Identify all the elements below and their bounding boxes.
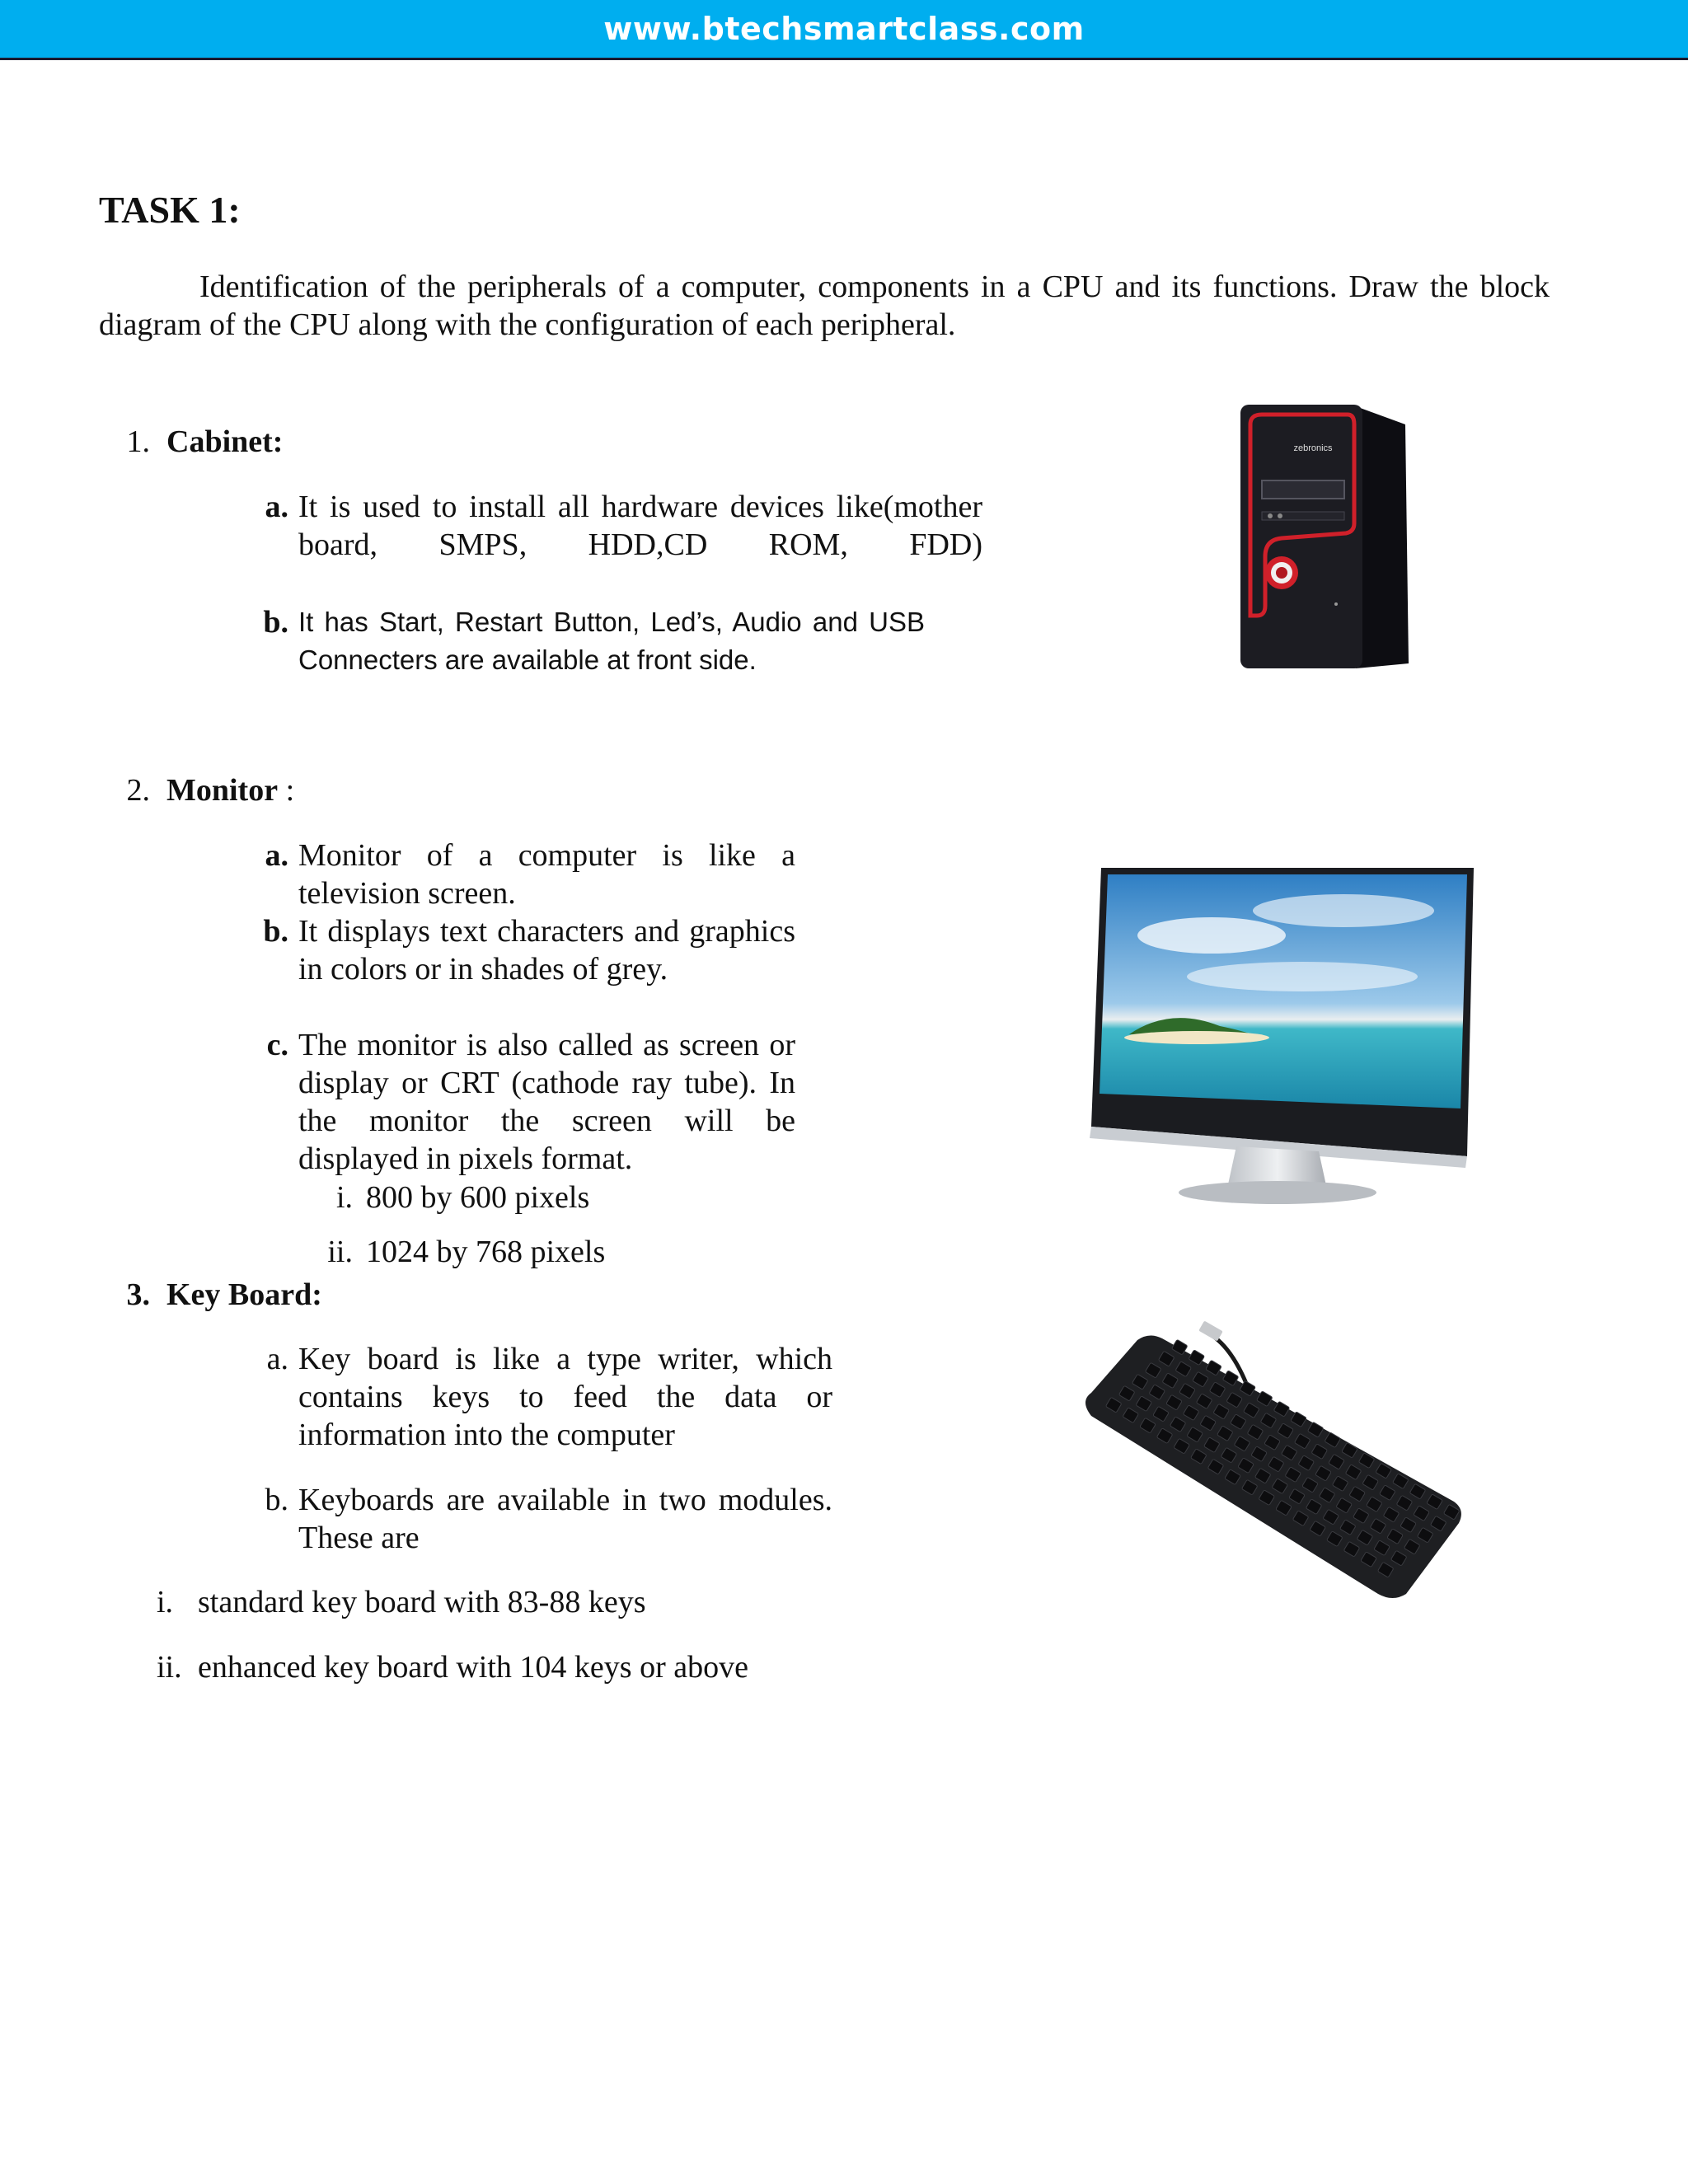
- cabinet-image: [1232, 400, 1422, 672]
- section-cabinet-heading: [99, 423, 283, 461]
- subitem-text: 800 by 600 pixels: [366, 1180, 590, 1215]
- task-title: TASK 1:: [99, 189, 241, 231]
- item-marker: a.: [265, 490, 288, 524]
- cabinet-item-b: [263, 603, 925, 679]
- task-intro: Identification of the peripherals of a computer, components in a CPU and its functions. Draw the block diagram of the CPU along with the configuration of each peripheral.: [99, 269, 1550, 342]
- list-text: enhanced key board with 104 keys or above: [198, 1650, 748, 1685]
- keyboard-list-i: [157, 1583, 646, 1621]
- list-marker: ii.: [157, 1650, 182, 1685]
- item-text: It is used to install all hardware devices like(mother board, SMPS, HDD,CD ROM, FDD): [298, 490, 982, 562]
- section-monitor-heading: [99, 771, 294, 809]
- monitor-subitem-i: [313, 1179, 589, 1216]
- section-number: 1.: [126, 424, 150, 459]
- item-text: Key board is like a type writer, which contains keys to feed the data or information into the computer: [298, 1342, 832, 1452]
- section-title: Cabinet:: [166, 424, 284, 459]
- monitor-item-b: [263, 912, 795, 988]
- section-number: 2.: [126, 773, 150, 808]
- section-title: Monitor: [166, 773, 279, 808]
- subitem-marker: ii.: [327, 1235, 353, 1269]
- monitor-image: [1080, 861, 1475, 1207]
- monitor-item-a: [265, 837, 795, 912]
- item-text: It has Start, Restart Button, Led’s, Audio and USB Connecters are available at front side.: [298, 607, 925, 675]
- keyboard-item-a: [266, 1340, 832, 1454]
- item-marker: a.: [266, 1342, 288, 1376]
- item-marker: c.: [266, 1028, 288, 1062]
- item-marker: b.: [263, 605, 288, 640]
- keyboard-list-ii: [157, 1648, 748, 1686]
- item-marker: a.: [265, 838, 288, 873]
- site-banner: [0, 0, 1688, 60]
- subitem-text: 1024 by 768 pixels: [366, 1235, 606, 1269]
- list-marker: i.: [157, 1585, 174, 1619]
- keyboard-item-b: [265, 1481, 832, 1557]
- cabinet-brand-logo: zebronics: [1293, 443, 1333, 453]
- item-text: It displays text characters and graphics in colors or in shades of grey.: [298, 914, 795, 987]
- monitor-subitem-ii: [313, 1233, 605, 1271]
- cabinet-item-a: [265, 488, 982, 564]
- site-url[interactable]: www.btechsmartclass.com: [603, 11, 1085, 47]
- item-marker: b.: [263, 914, 288, 949]
- item-text: The monitor is also called as screen or display or CRT (cathode ray tube). In the monitor the screen will be displayed in pixels format.: [298, 1028, 795, 1176]
- subitem-marker: i.: [335, 1180, 353, 1215]
- monitor-item-c: [266, 1026, 795, 1178]
- item-marker: b.: [265, 1483, 288, 1517]
- keyboard-image: [1055, 1319, 1467, 1615]
- section-keyboard-heading: [99, 1276, 322, 1314]
- section-number: 3.: [126, 1277, 150, 1312]
- item-text: Keyboards are available in two modules. These are: [298, 1483, 832, 1555]
- section-title-suffix: :: [278, 773, 295, 808]
- list-text: standard key board with 83-88 keys: [198, 1585, 646, 1619]
- item-text: Monitor of a computer is like a television screen.: [298, 838, 795, 911]
- section-title: Key Board:: [166, 1277, 322, 1312]
